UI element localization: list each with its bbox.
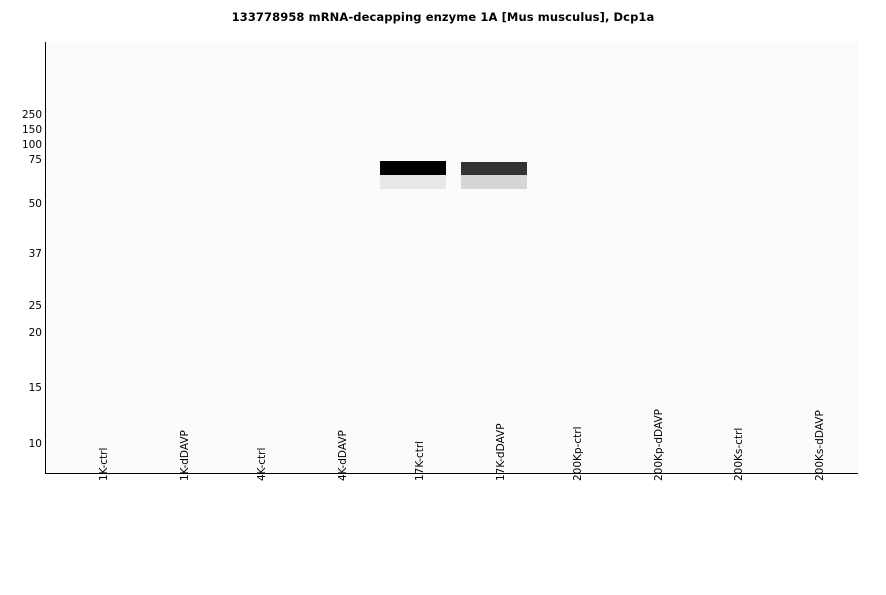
chart-title: 133778958 mRNA-decapping enzyme 1A [Mus musculus], Dcp1a [231, 10, 655, 24]
x-tick-label: 4K-dDAVP [337, 430, 349, 481]
blot-band [461, 175, 527, 189]
y-tick-label: 37 [28, 248, 42, 260]
plot-area [46, 42, 858, 474]
y-tick-label: 75 [28, 154, 42, 166]
x-tick-label: 4K-ctrl [256, 447, 268, 481]
y-axis-line [45, 42, 46, 474]
y-tick-label: 20 [28, 327, 42, 339]
y-tick-label: 100 [21, 139, 42, 151]
y-tick-label: 50 [28, 198, 42, 210]
blot-band [380, 161, 446, 175]
x-tick-label: 200Kp-ctrl [572, 426, 584, 481]
x-tick-label: 1K-dDAVP [179, 430, 191, 481]
y-tick-label: 25 [28, 300, 42, 312]
y-axis-tick-labels [0, 0, 42, 595]
x-tick-label: 17K-ctrl [414, 440, 426, 481]
blot-band [380, 175, 446, 189]
x-tick-label: 200Ks-dDAVP [814, 410, 826, 481]
x-tick-label: 1K-ctrl [98, 447, 110, 481]
x-tick-label: 200Kp-dDAVP [653, 409, 665, 481]
x-tick-label: 17K-dDAVP [495, 423, 507, 481]
x-tick-label: 200Ks-ctrl [733, 427, 745, 481]
y-tick-label: 10 [28, 438, 42, 450]
y-tick-label: 15 [28, 382, 42, 394]
y-tick-label: 150 [21, 124, 42, 136]
y-tick-label: 250 [21, 109, 42, 121]
blot-band [461, 162, 527, 175]
